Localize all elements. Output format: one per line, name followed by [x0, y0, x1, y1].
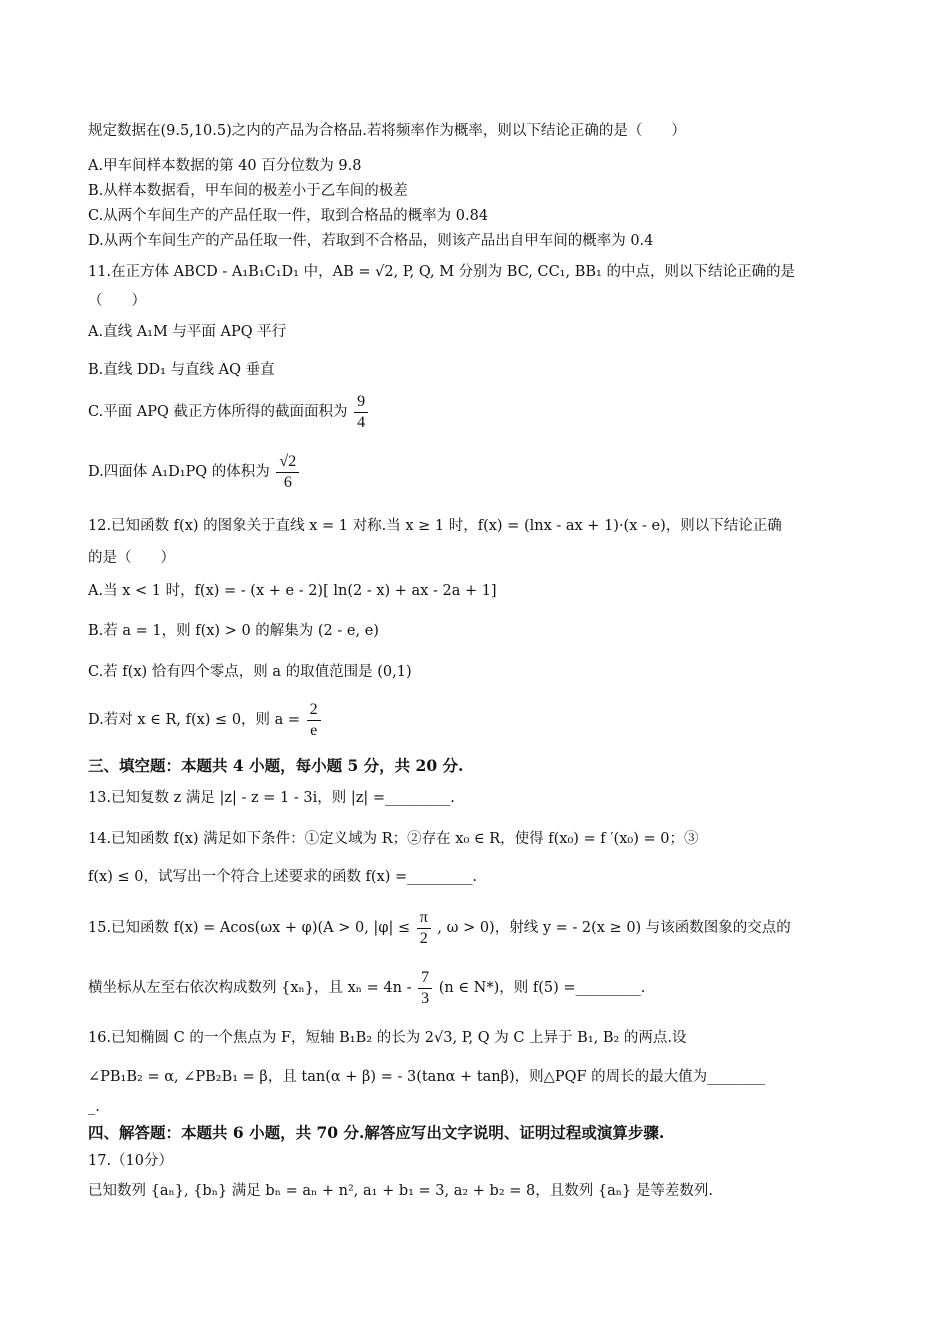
q11-option-b: B.直线 DD₁ 与直线 AQ 垂直	[88, 362, 275, 378]
q12-stem-cont: 的是（ ）	[88, 550, 175, 566]
q11-option-c-fraction	[354, 392, 368, 433]
q11-stem: 11.在正方体 ABCD - A₁B₁C₁D₁ 中，AB = √2, P, Q, M 分别为 BC, CC₁, BB₁ 的中点，则以下结论正确的是	[88, 264, 795, 280]
q14-line2: f(x) ≤ 0，试写出一个符合上述要求的函数 f(x) =_________.	[88, 869, 478, 885]
q15-frac2-den: 3	[421, 989, 430, 1007]
q17-head: 17.（10分）	[88, 1153, 174, 1169]
q12-option-d-text: D.若对 x ∈ R, f(x) ≤ 0，则 a =	[88, 712, 301, 728]
q12-d-frac-den: e	[310, 721, 318, 739]
q11-option-c	[88, 390, 878, 434]
q15-frac1-den: 2	[419, 929, 428, 947]
q11-option-d	[88, 450, 878, 494]
q12-stem: 12.已知函数 f(x) 的图象关于直线 x = 1 对称.当 x ≥ 1 时，f(x) = (lnx - ax + 1)·(x - e)，则以下结论正确	[88, 518, 782, 534]
q12-d-frac-num: 2	[307, 700, 321, 721]
q11-stem-cont: （ ）	[88, 293, 146, 309]
q11-option-a: A.直线 A₁M 与平面 APQ 平行	[88, 324, 287, 340]
q12-option-a: A.当 x < 1 时，f(x) = - (x + e - 2)[ ln(2 - x) + ax - 2a + 1]	[88, 583, 497, 599]
q15-line1	[88, 905, 878, 951]
q10-option-c: C.从两个车间生产的产品任取一件，取到合格品的概率为 0.84	[88, 208, 489, 224]
q17-body: 已知数列 {aₙ}, {bₙ} 满足 bₙ = aₙ + n², a₁ + b₁ = 3, a₂ + b₂ = 8，且数列 {aₙ} 是等差数列.	[88, 1183, 713, 1199]
q15-frac1-num: π	[417, 908, 431, 929]
q16-line2: ∠PB₁B₂ = α, ∠PB₂B₁ = β，且 tan(α + β) = - 3(tanα + tanβ)，则△PQF 的周长的最大值为________	[88, 1069, 766, 1085]
q11-option-d-fraction	[276, 452, 299, 493]
q12-option-d	[88, 698, 878, 742]
q12-option-c: C.若 f(x) 恰有四个零点，则 a 的取值范围是 (0,1)	[88, 664, 412, 680]
q15-line1-b: , ω > 0)，射线 y = - 2(x ≥ 0) 与该函数图象的交点的	[437, 920, 791, 936]
q12-option-b: B.若 a = 1，则 f(x) > 0 的解集为 (2 - e, e)	[88, 623, 379, 639]
q11-option-d-text: D.四面体 A₁D₁PQ 的体积为	[88, 464, 270, 480]
section-4-heading: 四、解答题：本题共 6 小题，共 70 分.解答应写出文字说明、证明过程或演算步骤.	[88, 1123, 665, 1142]
q15-pi-over-2	[417, 908, 431, 949]
q14-line1: 14.已知函数 f(x) 满足如下条件：①定义域为 R；②存在 x₀ ∈ R，使得 f(x₀) = f ′(x₀) = 0；③	[88, 831, 699, 847]
q10-option-d: D.从两个车间生产的产品任取一件，若取到不合格品，则该产品出自甲车间的概率为 0.4	[88, 233, 654, 249]
q11-option-c-text: C.平面 APQ 截正方体所得的截面面积为	[88, 404, 348, 420]
q13: 13.已知复数 z 满足 |z| - z = 1 - 3i，则 |z| =_________.	[88, 790, 455, 806]
q15-frac2-num: 7	[418, 968, 432, 989]
q11-d-frac-den: 6	[283, 473, 292, 491]
q15-line2-b: (n ∈ N*)，则 f(5) =_________.	[438, 980, 646, 996]
q15-seven-thirds	[418, 968, 432, 1009]
q10-stem: 规定数据在(9.5,10.5)之内的产品为合格品.若将频率作为概率，则以下结论正确的是（ ）	[88, 123, 686, 139]
q16-line1: 16.已知椭圆 C 的一个焦点为 F，短轴 B₁B₂ 的长为 2√3, P, Q 为 C 上异于 B₁, B₂ 的两点.设	[88, 1030, 687, 1046]
q10-option-b: B.从样本数据看，甲车间的极差小于乙车间的极差	[88, 183, 408, 199]
q11-c-frac-num: 9	[354, 392, 368, 413]
q16-line3: _.	[88, 1099, 100, 1115]
q15-line2	[88, 965, 878, 1011]
q15-line1-a: 15.已知函数 f(x) = Acos(ωx + φ)(A > 0, |φ| ≤	[88, 920, 411, 936]
q15-line2-a: 横坐标从左至右依次构成数列 {xₙ}，且 xₙ = 4n -	[88, 980, 412, 996]
q11-c-frac-den: 4	[357, 413, 366, 431]
q12-option-d-fraction	[307, 700, 321, 741]
q10-option-a: A.甲车间样本数据的第 40 百分位数为 9.8	[88, 158, 362, 174]
q11-d-frac-num: √2	[276, 452, 299, 473]
section-3-heading: 三、填空题：本题共 4 小题，每小题 5 分，共 20 分.	[88, 756, 464, 775]
